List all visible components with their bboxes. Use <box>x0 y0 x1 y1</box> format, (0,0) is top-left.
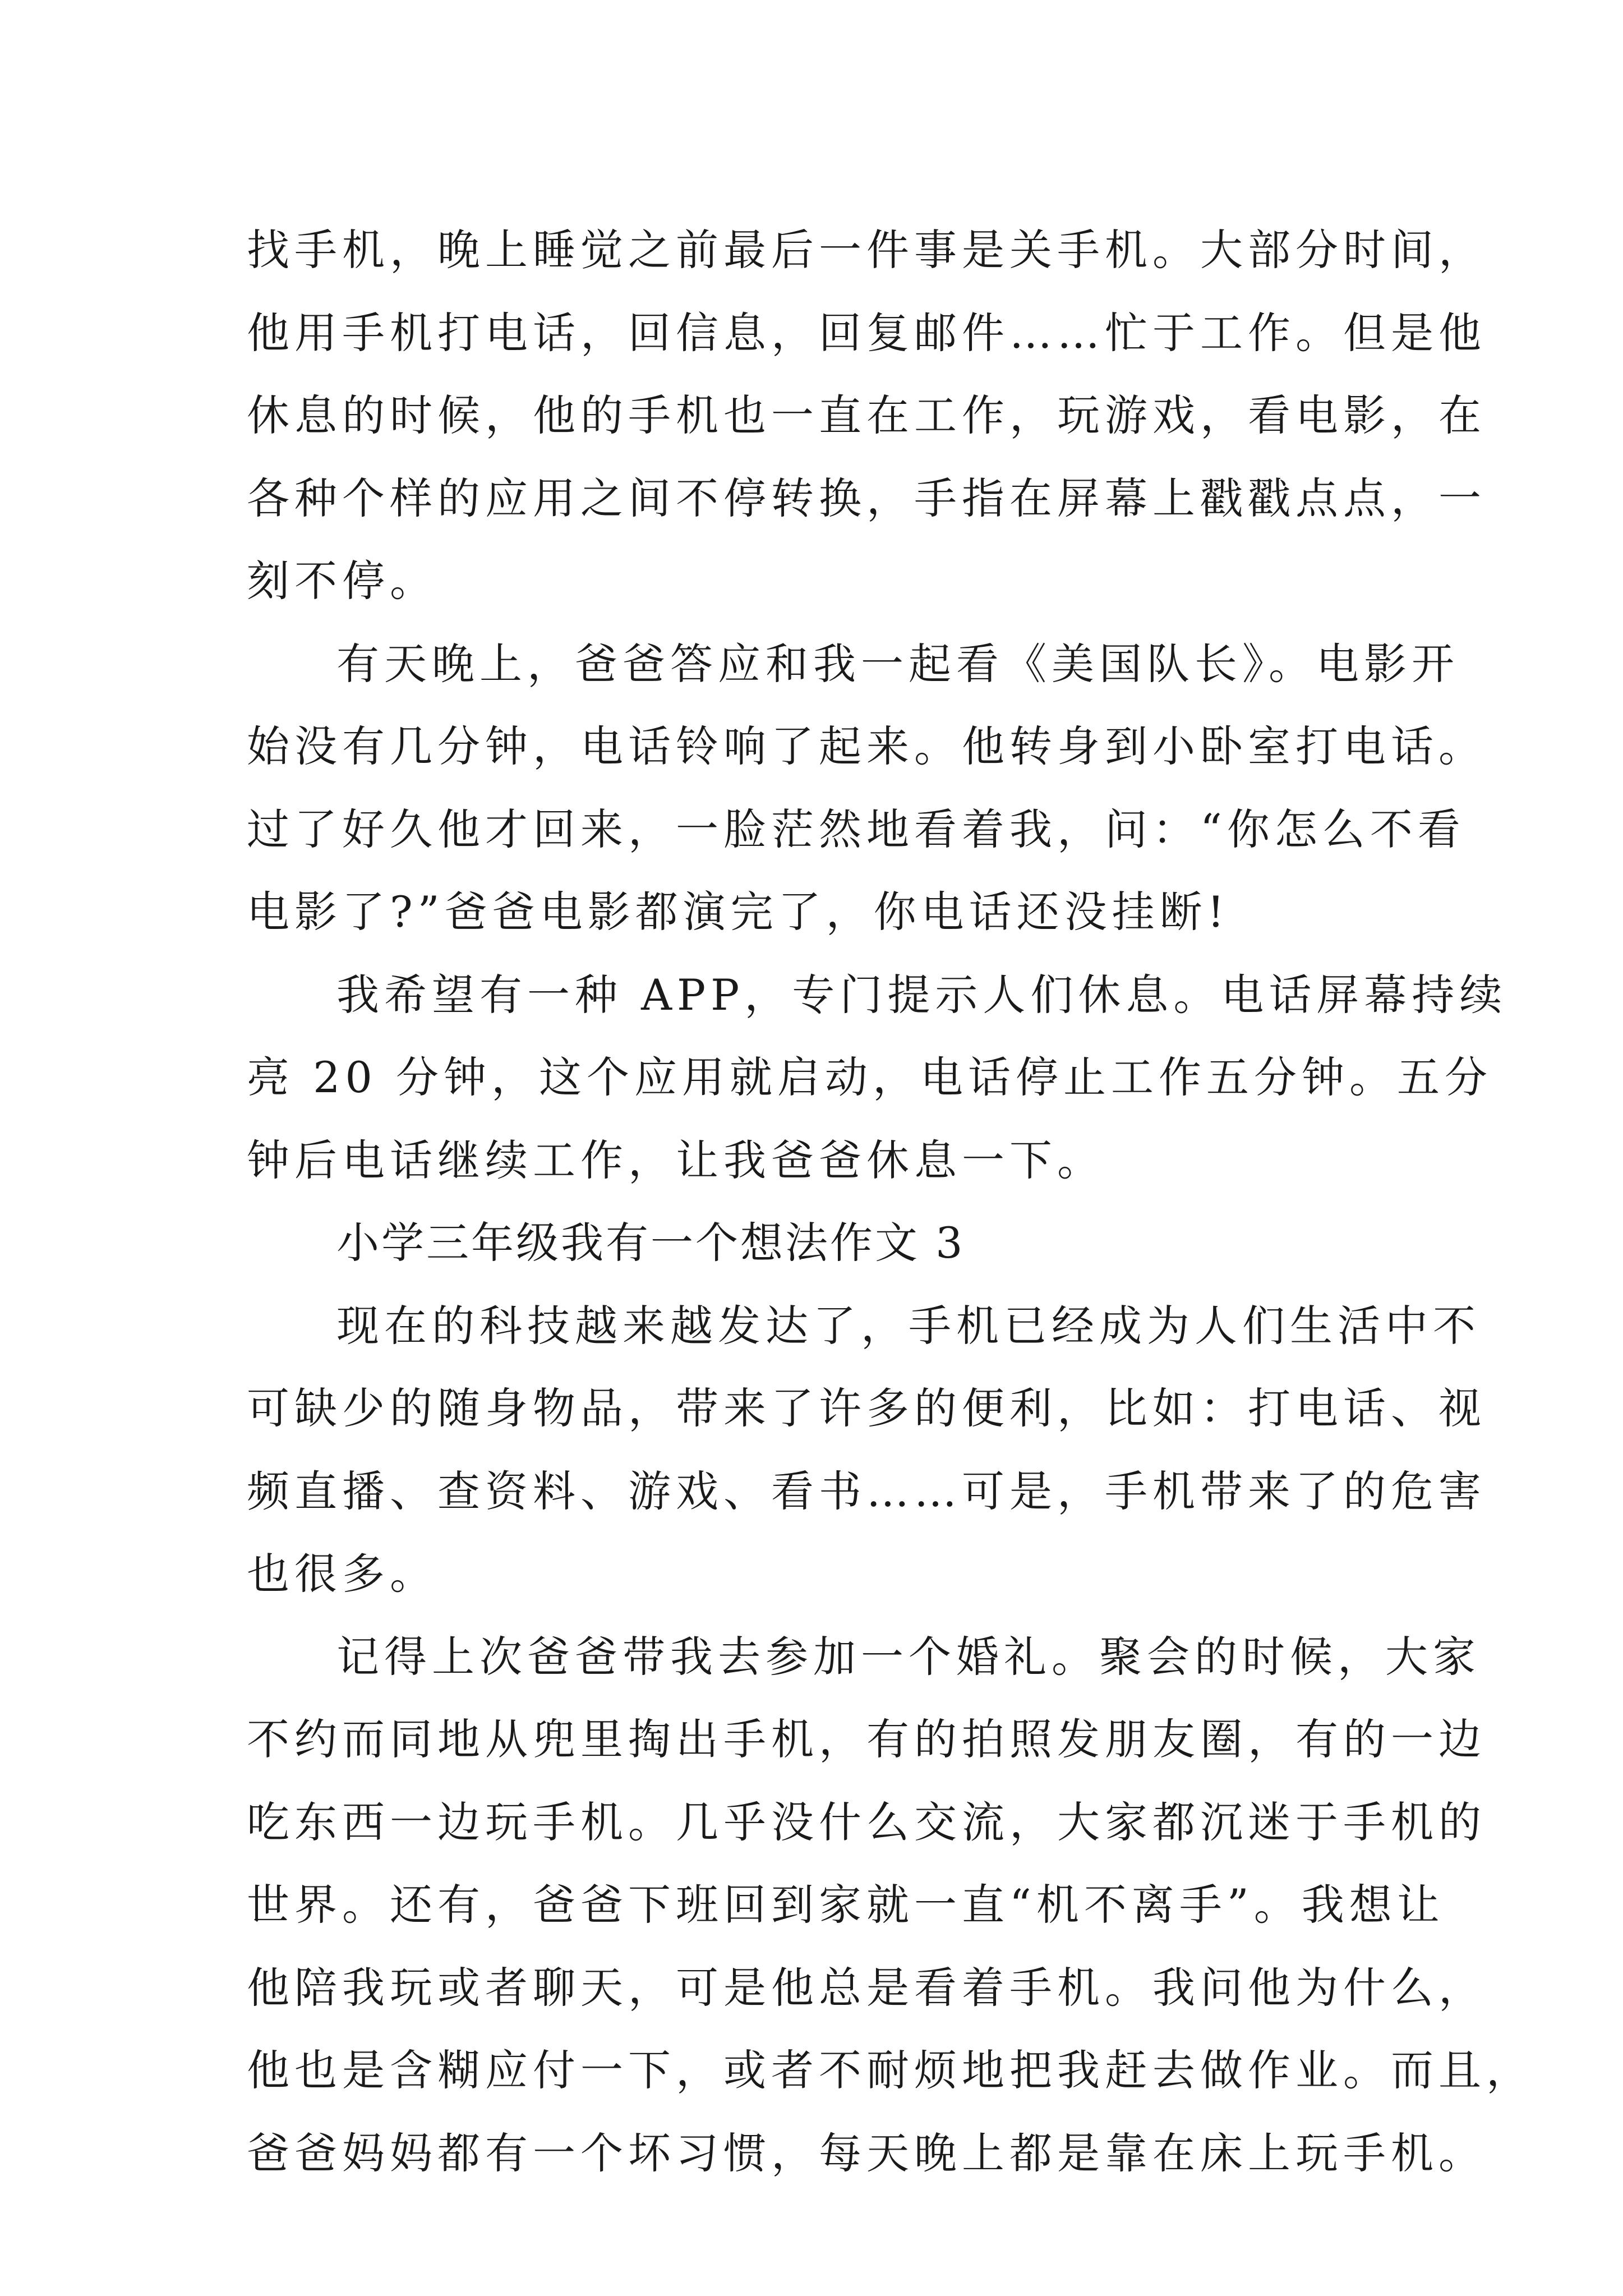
text-line: 也很多。 <box>247 1549 437 1599</box>
text-line: 找手机，晚上睡觉之前最后一件事是关手机。大部分时间， <box>247 225 1486 275</box>
paragraph-first-line: 记得上次爸爸带我去参加一个婚礼。聚会的时候，大家 <box>336 1631 1481 1682</box>
text-line: 休息的时候，他的手机也一直在工作，玩游戏，看电影，在 <box>247 390 1486 440</box>
text-line: 不约而同地从兜里掏出手机，有的拍照发朋友圈，有的一边 <box>247 1714 1486 1764</box>
section-heading: 小学三年级我有一个想法作文 3 <box>336 1218 965 1268</box>
text-line: 频直播、查资料、游戏、看书……可是，手机带来了的危害 <box>247 1466 1486 1516</box>
text-line: 刻不停。 <box>247 556 437 606</box>
text-line: 爸爸妈妈都有一个坏习惯，每天晚上都是靠在床上玩手机。 <box>247 2128 1486 2178</box>
text-line: 他陪我玩或者聊天，可是他总是看着手机。我问他为什么， <box>247 1962 1486 2013</box>
paragraph-first-line: 有天晚上，爸爸答应和我一起看《美国队长》。电影开 <box>336 638 1459 689</box>
text-line: 他用手机打电话，回信息，回复邮件……忙于工作。但是他 <box>247 307 1486 358</box>
text-line: 他也是含糊应付一下，或者不耐烦地把我赶去做作业。而且， <box>247 2045 1534 2095</box>
text-line: 亮 20 分钟，这个应用就启动，电话停止工作五分钟。五分 <box>247 1052 1493 1102</box>
text-line: 始没有几分钟，电话铃响了起来。他转身到小卧室打电话。 <box>247 721 1486 771</box>
text-line: 世界。还有，爸爸下班回到家就一直“机不离手”。我想让 <box>247 1880 1445 1930</box>
text-line: 过了好久他才回来，一脸茫然地看着我，问：“你怎么不看 <box>247 804 1465 854</box>
text-line: 可缺少的随身物品，带来了许多的便利，比如：打电话、视 <box>247 1383 1486 1433</box>
text-line: 吃东西一边玩手机。几乎没什么交流，大家都沉迷于手机的 <box>247 1797 1486 1847</box>
paragraph-first-line: 现在的科技越来越发达了，手机已经成为人们生活中不 <box>336 1300 1481 1351</box>
text-line: 各种个样的应用之间不停转换，手指在屏幕上戳戳点点，一 <box>247 473 1486 523</box>
document-body <box>247 209 1534 2194</box>
text-line: 钟后电话继续工作，让我爸爸休息一下。 <box>247 1135 1105 1185</box>
paragraph-first-line: 我希望有一种 APP，专门提示人们休息。电话屏幕持续 <box>336 969 1507 1020</box>
text-line: 电影了?”爸爸电影都演完了，你电话还没挂断! <box>247 887 1230 937</box>
